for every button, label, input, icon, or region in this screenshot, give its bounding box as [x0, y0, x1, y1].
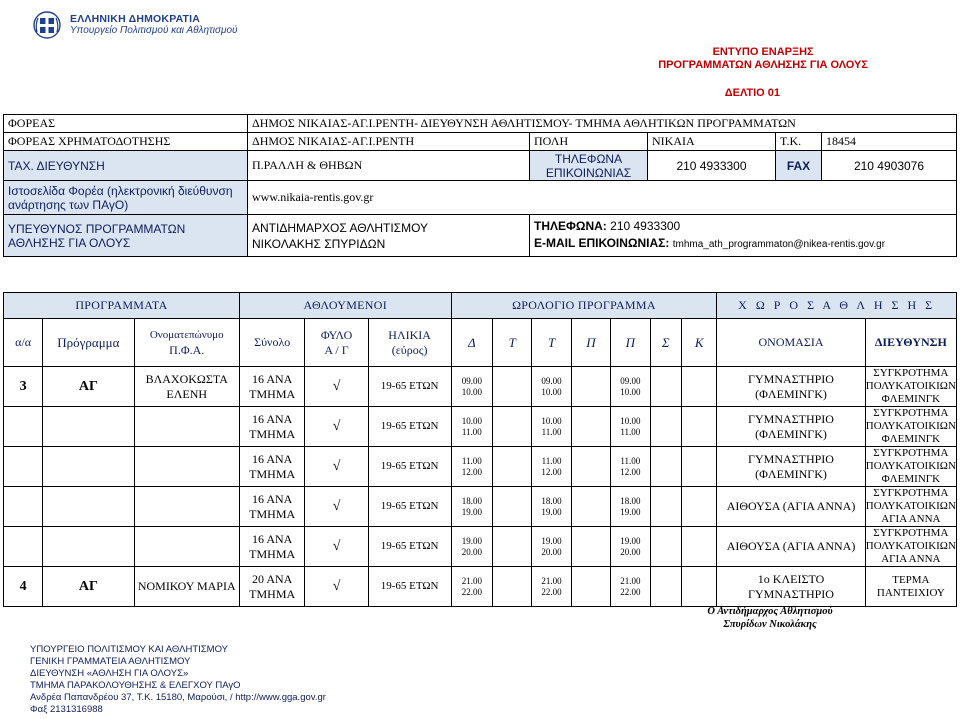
group-programmata: ΠΡΟΓΡΑΜΜΑΤΑ	[4, 293, 240, 319]
row-day-t1	[493, 407, 532, 447]
city-value: ΝΙΚΑΙΑ	[648, 133, 776, 151]
responsible-label: ΥΠΕΥΘΥΝΟΣ ΠΡΟΓΡΑΜΜΑΤΩΝ ΑΘΛΗΣΗΣ ΓΙΑ ΟΛΟΥΣ	[4, 215, 248, 257]
row-fylo: √	[305, 527, 368, 567]
row-day-k	[681, 487, 716, 527]
website-label: Ιστοσελίδα Φορέα (ηλεκτρονική διεύθυνση ανάρτησης των ΠΑγΟ)	[4, 181, 248, 215]
row-synolo: 16 ΑΝΑ ΤΜΗΜΑ	[239, 527, 305, 567]
row-onomasia: ΓΥΜΝΑΣΤΗΡΙΟ (ΦΛΕΜΙΝΓΚ)	[717, 407, 865, 447]
table-row	[4, 447, 957, 487]
row-day-s	[650, 527, 681, 567]
row-day-p1	[571, 447, 610, 487]
row-day-t2: 11.00 12.00	[532, 447, 572, 487]
responsible-email-label: E-MAIL ΕΠΙΚΟΙΝΩΝΙΑΣ:	[534, 236, 670, 250]
city-label: ΠΟΛΗ	[530, 133, 648, 151]
col-programma: Πρόγραμμα	[43, 319, 134, 367]
row-day-p2: 10.00 11.00	[611, 407, 651, 447]
row-aa	[4, 407, 43, 447]
row-day-d: 11.00 12.00	[451, 447, 492, 487]
funding-value: ΔΗΜΟΣ ΝΙΚΑΙΑΣ-ΑΓ.Ι.ΡΕΝΤΗ	[248, 133, 530, 151]
col-dieuthynsi: ΔΙΕΥΘΥΝΣΗ	[865, 319, 956, 367]
responsible-name: ΝΙΚΟΛΑΚΗΣ ΣΠΥΡΙΔΩΝ	[252, 236, 386, 251]
ministry-logo	[32, 8, 344, 42]
table-row	[4, 487, 957, 527]
row-day-s	[650, 367, 681, 407]
group-orologio: ΩΡΟΛΟΓΙΟ ΠΡΟΓΡΑΜΜΑ	[451, 293, 717, 319]
row-name	[134, 527, 239, 567]
row-fylo: √	[305, 487, 368, 527]
row-day-t1	[493, 567, 532, 607]
row-onomasia: ΓΥΜΝΑΣΤΗΡΙΟ (ΦΛΕΜΙΝΓΚ)	[717, 367, 865, 407]
row-fylo: √	[305, 367, 368, 407]
row-day-d: 10.00 11.00	[451, 407, 492, 447]
footer	[30, 644, 326, 716]
deltio-label: ΔΕΛΤΙΟ 01	[724, 87, 780, 99]
row-day-t1	[493, 527, 532, 567]
row-onomasia: 1ο ΚΛΕΙΣΤΟ ΓΥΜΝΑΣΤΗΡΙΟ	[717, 567, 865, 607]
row-name: ΝΟΜΙΚΟΥ ΜΑΡΙΑ	[134, 567, 239, 607]
responsible-phone-label: ΤΗΛΕΦΩΝΑ:	[534, 219, 607, 233]
col-onomasia: ΟΝΟΜΑΣΙΑ	[717, 319, 865, 367]
foreas-value: ΔΗΜΟΣ ΝΙΚΑΙΑΣ-ΑΓ.Ι.ΡΕΝΤΗ- ΔΙΕΥΘΥΝΣΗ ΑΘΛΗΤΙΣΜΟΥ- ΤΜΗΜΑ ΑΘΛΗΤΙΚΩΝ ΠΡΟΓΡΑΜΜΑΤΩΝ	[248, 115, 957, 133]
row-day-d: 19.00 20.00	[451, 527, 492, 567]
funding-label: ΦΟΡΕΑΣ ΧΡΗΜΑΤΟΔΟΤΗΣΗΣ	[4, 133, 248, 151]
row-ilikia: 19-65 ΕΤΩΝ	[368, 567, 451, 607]
signature-title: Ο Αντιδήμαρχος Αθλητισμού	[707, 606, 833, 617]
row-day-p2: 09.00 10.00	[611, 367, 651, 407]
row-day-p1	[571, 487, 610, 527]
col-ilikia	[368, 319, 451, 367]
responsible-title: ΑΝΤΙΔΗΜΑΡΧΟΣ ΑΘΛΗΤΙΣΜΟΥ	[252, 220, 429, 235]
col-ilikia-line1: ΗΛΙΚΙΑ	[388, 327, 431, 342]
row-day-t2: 18.00 19.00	[532, 487, 572, 527]
responsible-email-value[interactable]: tmhma_ath_programmaton@nikea-rentis.gov.gr	[672, 239, 886, 250]
row-day-k	[681, 527, 716, 567]
row-day-t2: 10.00 11.00	[532, 407, 572, 447]
website-value[interactable]: www.nikaia-rentis.gov.gr	[248, 181, 957, 215]
row-day-t1	[493, 367, 532, 407]
row-synolo: 16 ΑΝΑ ΤΜΗΜΑ	[239, 447, 305, 487]
row-dieuthynsi: ΣΥΓΚΡΟΤΗΜΑ ΠΟΛΥΚΑΤΟΙΚΙΩΝ ΦΛΕΜΙΝΓΚ	[865, 447, 956, 485]
row-onomasia: ΑΙΘΟΥΣΑ (ΑΓΙΑ ΑΝΝΑ)	[717, 527, 865, 567]
row-synolo: 20 ΑΝΑ ΤΜΗΜΑ	[239, 567, 305, 607]
form-title	[658, 46, 868, 72]
row-name	[134, 407, 239, 447]
phone-value: 210 4933300	[648, 151, 776, 181]
responsible-phone-value: 210 4933300	[610, 219, 681, 233]
group-xoros: Χ Ω Ρ Ο Σ Α Θ Λ Η Σ Η Σ	[717, 293, 957, 319]
footer-line-5: Ανδρέα Παπανδρέου 37, Τ.Κ. 15180, Μαρούσι, / http://www.gga.gov.gr	[30, 692, 326, 703]
row-onomasia: ΓΥΜΝΑΣΤΗΡΙΟ (ΦΛΕΜΙΝΓΚ)	[717, 447, 865, 487]
row-programma	[43, 487, 134, 527]
row-name: ΒΛΑΧΟΚΩΣΤΑ ΕΛΕΝΗ	[134, 367, 239, 407]
row-aa: 3	[4, 367, 43, 407]
postcode-value: 18454	[822, 133, 957, 151]
row-fylo: √	[305, 567, 368, 607]
footer-line-6: Φαξ 2131316988	[30, 704, 103, 715]
footer-line-3: ΔΙΕΥΘΥΝΣΗ «ΑΘΛΗΣΗ ΓΙΑ ΟΛΟΥΣ»	[30, 668, 189, 679]
signature-name: Σπυρίδων Νικολάκης	[723, 619, 817, 630]
row-dieuthynsi: ΤΕΡΜΑ ΠΑΝΤΕΙΧΙΟΥ	[865, 567, 956, 607]
row-synolo: 16 ΑΝΑ ΤΜΗΜΑ	[239, 407, 305, 447]
col-ilikia-line2: (εύρος)	[391, 342, 428, 357]
row-day-s	[650, 567, 681, 607]
row-day-t2: 21.00 22.00	[532, 567, 572, 607]
organization-info-table	[3, 114, 957, 257]
row-day-k	[681, 407, 716, 447]
row-day-t1	[493, 447, 532, 487]
foreas-label: ΦΟΡΕΑΣ	[4, 115, 248, 133]
row-programma	[43, 527, 134, 567]
row-ilikia: 19-65 ΕΤΩΝ	[368, 447, 451, 487]
table-row	[4, 367, 957, 407]
footer-line-2: ΓΕΝΙΚΗ ΓΡΑΜΜΑΤΕΙΑ ΑΘΛΗΤΙΣΜΟΥ	[30, 656, 191, 667]
row-programma	[43, 407, 134, 447]
row-day-p1	[571, 527, 610, 567]
responsible-contact	[530, 215, 957, 257]
col-synolo: Σύνολο	[239, 319, 305, 367]
logo-subtitle: Υπουργείο Πολιτισμού και Αθλητισμού	[70, 25, 238, 36]
col-day-d: Δ	[451, 319, 492, 367]
row-ilikia: 19-65 ΕΤΩΝ	[368, 487, 451, 527]
col-day-p2: Π	[611, 319, 651, 367]
row-day-p1	[571, 367, 610, 407]
col-fylo-line2: Α / Γ	[324, 342, 349, 357]
col-name-line1: Ονοματεπώνυμο	[149, 328, 224, 341]
col-day-t2: Τ	[532, 319, 572, 367]
form-title-line1: ΕΝΤΥΠΟ ΕΝΑΡΞΗΣ	[712, 46, 814, 58]
row-day-d: 18.00 19.00	[451, 487, 492, 527]
fax-label: FAX	[776, 151, 822, 181]
row-day-t2: 19.00 20.00	[532, 527, 572, 567]
row-day-p2: 18.00 19.00	[611, 487, 651, 527]
row-day-s	[650, 447, 681, 487]
table-row	[4, 527, 957, 567]
group-athloumenoi: ΑΘΛΟΥΜΕΝΟΙ	[239, 293, 451, 319]
row-aa	[4, 447, 43, 487]
row-dieuthynsi: ΣΥΓΚΡΟΤΗΜΑ ΠΟΛΥΚΑΤΟΙΚΙΩΝ ΦΛΕΜΙΝΓΚ	[865, 367, 956, 405]
row-day-p1	[571, 407, 610, 447]
row-programma: ΑΓ	[43, 367, 134, 407]
row-day-k	[681, 367, 716, 407]
postcode-label: Τ.Κ.	[776, 133, 822, 151]
table-row	[4, 407, 957, 447]
row-programma	[43, 447, 134, 487]
row-day-d: 21.00 22.00	[451, 567, 492, 607]
row-aa	[4, 527, 43, 567]
col-fylo-line1: ΦΥΛΟ	[320, 327, 353, 342]
row-day-p2: 11.00 12.00	[611, 447, 651, 487]
row-day-d: 09.00 10.00	[451, 367, 492, 407]
row-day-t1	[493, 487, 532, 527]
row-ilikia: 19-65 ΕΤΩΝ	[368, 367, 451, 407]
col-day-p1: Π	[571, 319, 610, 367]
signature-block	[660, 605, 880, 631]
col-fylo	[305, 319, 368, 367]
row-ilikia: 19-65 ΕΤΩΝ	[368, 407, 451, 447]
row-fylo: √	[305, 447, 368, 487]
row-dieuthynsi: ΣΥΓΚΡΟΤΗΜΑ ΠΟΛΥΚΑΤΟΙΚΙΩΝ ΑΓΙΑ ΑΝΝΑ	[865, 527, 956, 565]
col-aa: α/α	[4, 319, 43, 367]
row-onomasia: ΑΙΘΟΥΣΑ (ΑΓΙΑ ΑΝΝΑ)	[717, 487, 865, 527]
program-table	[3, 292, 957, 607]
col-day-t1: Τ	[493, 319, 532, 367]
row-day-p1	[571, 567, 610, 607]
row-programma: ΑΓ	[43, 567, 134, 607]
col-name	[134, 319, 239, 367]
row-dieuthynsi: ΣΥΓΚΡΟΤΗΜΑ ΠΟΛΥΚΑΤΟΙΚΙΩΝ ΦΛΕΜΙΝΓΚ	[865, 407, 956, 445]
form-title-line2: ΠΡΟΓΡΑΜΜΑΤΩΝ ΑΘΛΗΣΗΣ ΓΙΑ ΟΛΟΥΣ	[658, 59, 868, 71]
phone-label: ΤΗΛΕΦΩΝΑ ΕΠΙΚΟΙΝΩΝΙΑΣ	[530, 151, 648, 181]
row-synolo: 16 ΑΝΑ ΤΜΗΜΑ	[239, 487, 305, 527]
row-aa	[4, 487, 43, 527]
table-row	[4, 567, 957, 607]
address-label: ΤΑΧ. ΔΙΕΥΘΥΝΣΗ	[4, 151, 248, 181]
row-day-s	[650, 487, 681, 527]
row-aa: 4	[4, 567, 43, 607]
row-day-p2: 21.00 22.00	[611, 567, 651, 607]
address-value: Π.ΡΑΛΛΗ & ΘΗΒΩΝ	[248, 151, 530, 181]
row-day-k	[681, 447, 716, 487]
footer-line-1: ΥΠΟΥΡΓΕΙΟ ΠΟΛΙΤΙΣΜΟΥ ΚΑΙ ΑΘΛΗΤΙΣΜΟΥ	[30, 644, 229, 655]
greek-emblem-icon	[32, 10, 62, 40]
col-day-k: Κ	[681, 319, 716, 367]
row-name	[134, 487, 239, 527]
row-name	[134, 447, 239, 487]
col-name-line2: Π.Φ.Α.	[169, 342, 205, 357]
row-day-s	[650, 407, 681, 447]
footer-line-4: ΤΜΗΜΑ ΠΑΡΑΚΟΛΟΥΘΗΣΗΣ & ΕΛΕΓΧΟΥ ΠΑγΟ	[30, 680, 241, 691]
row-day-t2: 09.00 10.00	[532, 367, 572, 407]
fax-value: 210 4903076	[822, 151, 957, 181]
row-ilikia: 19-65 ΕΤΩΝ	[368, 527, 451, 567]
responsible-value	[248, 215, 530, 257]
row-synolo: 16 ΑΝΑ ΤΜΗΜΑ	[239, 367, 305, 407]
row-day-k	[681, 567, 716, 607]
row-day-p2: 19.00 20.00	[611, 527, 651, 567]
row-fylo: √	[305, 407, 368, 447]
col-day-s: Σ	[650, 319, 681, 367]
logo-title: ΕΛΛΗΝΙΚΗ ΔΗΜΟΚΡΑΤΙΑ	[70, 13, 201, 25]
row-dieuthynsi: ΣΥΓΚΡΟΤΗΜΑ ΠΟΛΥΚΑΤΟΙΚΙΩΝ ΑΓΙΑ ΑΝΝΑ	[865, 487, 956, 525]
